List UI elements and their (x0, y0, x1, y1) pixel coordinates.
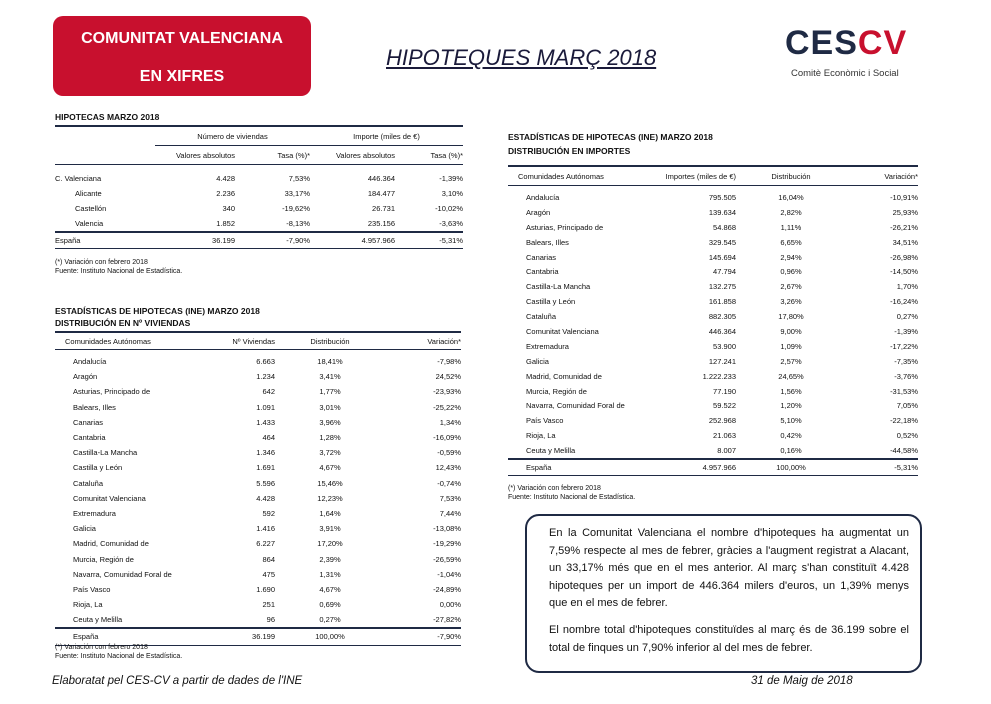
col-header: Tasa (%)* (235, 146, 310, 165)
cell: 0,27% (319, 615, 341, 625)
table-row (508, 324, 918, 339)
table-row (55, 445, 461, 460)
cell: 1.691 (256, 463, 275, 473)
table-row (508, 250, 918, 265)
table1-note (55, 258, 182, 276)
table-row (55, 232, 463, 249)
cell: 0,42% (780, 431, 802, 441)
table-row (508, 235, 918, 250)
table-row (55, 476, 461, 491)
table-row (55, 415, 461, 430)
table-row (508, 294, 918, 309)
summary-paragraph-1: En la Comunitat Valenciana el nombre d'hipoteques ha augmentat un 7,59% respecte al mes de febrer, gràcies a l'augment registrat a Alacant, un 33,17% més que en el mes anterior. Al març s'han constituït 4.428 hipoteques per un import de 446.364 milers d'euros, un 1,39% menys que en el mes de febrer. (549, 527, 909, 609)
cell: 184.477 (367, 189, 395, 198)
table3-title (508, 130, 713, 158)
table-row (508, 190, 918, 205)
cell: -10,02% (435, 204, 463, 213)
cell: 7,53% (288, 174, 310, 183)
cell: 161.858 (708, 297, 736, 307)
cell-name: Asturias, Principado de (526, 222, 604, 232)
table-row (55, 567, 461, 582)
table-row (508, 309, 918, 324)
cell: -10,91% (890, 192, 918, 202)
cell: 1,09% (780, 341, 802, 351)
cell-name: Galicia (526, 356, 549, 366)
cell-name: España (55, 232, 155, 249)
cell: -19,29% (433, 539, 461, 549)
table-row (55, 521, 461, 536)
table-row (55, 536, 461, 551)
table-row (508, 205, 918, 220)
cell-name: Aragón (73, 372, 98, 382)
source-note: Fuente: Instituto Nacional de Estadística. (508, 494, 636, 501)
table-row (508, 398, 918, 413)
table2-title-2: DISTRIBUCIÓN EN Nº VIVIENDAS (55, 318, 191, 328)
col-header: Valores absolutos (155, 146, 235, 165)
cell: 446.364 (708, 326, 736, 336)
cell: -25,22% (433, 402, 461, 412)
cell: -1,39% (894, 326, 918, 336)
cell-name: Castilla y León (526, 297, 576, 307)
cell: 4.957.966 (310, 232, 395, 249)
cell: -5,31% (395, 232, 463, 249)
cell: 17,20% (317, 539, 343, 549)
cell: 864 (262, 554, 275, 564)
cell: 1.852 (216, 219, 235, 228)
table-row (55, 354, 461, 369)
table-row (508, 279, 918, 294)
cell-name: Extremadura (526, 341, 569, 351)
cell: 5,10% (780, 416, 802, 426)
cell-name: Castilla-La Mancha (526, 282, 591, 292)
cell: 1,11% (780, 222, 802, 232)
cell: 12,43% (435, 463, 461, 473)
cell-name: Cantabria (526, 267, 559, 277)
cell: 2,94% (780, 252, 802, 262)
col-header: Tasa (%)* (395, 146, 463, 165)
cell-name: C. Valenciana (55, 174, 102, 183)
table2-title (55, 305, 260, 329)
cell: 0,52% (896, 431, 918, 441)
cell: 7,53% (439, 493, 461, 503)
cell-name: Valencia (75, 219, 104, 228)
cell: 4,67% (319, 584, 341, 594)
table-row (55, 369, 461, 384)
cell: -16,24% (890, 297, 918, 307)
region-banner (53, 16, 311, 96)
cell: 4.957.966 (648, 459, 736, 475)
table3-title-2: DISTRIBUCIÓN EN IMPORTES (508, 146, 631, 156)
cell-name: País Vasco (73, 584, 111, 594)
col-header: Nº Viviendas (195, 332, 275, 350)
cell: 3,26% (780, 297, 802, 307)
cell: 1,28% (319, 433, 341, 443)
cell: 3,91% (319, 524, 341, 534)
cell: -14,50% (890, 267, 918, 277)
cell: 3,41% (319, 372, 341, 382)
cell: 8.007 (717, 446, 736, 456)
cell: 2,39% (319, 554, 341, 564)
cell: 145.694 (708, 252, 736, 262)
cell-name: Extremadura (73, 508, 116, 518)
cell: 0,96% (780, 267, 802, 277)
cell: -44,58% (890, 446, 918, 456)
cell: 59.522 (713, 401, 736, 411)
cell: 36.199 (195, 628, 275, 645)
table-row (55, 506, 461, 521)
cell: 0,00% (439, 600, 461, 610)
cell-name: Murcia, Región de (73, 554, 134, 564)
cell: 1,34% (439, 417, 461, 427)
col-header: Distribución (736, 166, 846, 186)
cell: 252.968 (708, 416, 736, 426)
cell: 795.505 (708, 192, 736, 202)
cell: 6.227 (256, 539, 275, 549)
cell: -16,09% (433, 433, 461, 443)
table-row (55, 384, 461, 399)
cell: 882.305 (708, 312, 736, 322)
cell: 3,72% (319, 448, 341, 458)
table1-title: HIPOTECAS MARZO 2018 (55, 112, 160, 122)
cell-name: Canarias (73, 417, 104, 427)
hipotecas-table (55, 125, 463, 249)
cell: 0,27% (896, 312, 918, 322)
table3-title-1: ESTADÍSTICAS DE HIPOTECAS (INE) MARZO 2018 (508, 132, 713, 142)
cell-name: Ceuta y Melilla (526, 446, 576, 456)
cell: 25,93% (892, 207, 918, 217)
ces-cv-logo (785, 24, 935, 84)
banner-line-2: EN XIFRES (139, 68, 225, 85)
table-row (55, 597, 461, 612)
table-row (55, 551, 461, 566)
cell: -3,63% (439, 219, 463, 228)
viviendas-table (55, 331, 461, 646)
table-row (508, 443, 918, 459)
cell-name: Castilla y León (73, 463, 123, 473)
cell-name: Ceuta y Melilla (73, 615, 123, 625)
table-row (55, 491, 461, 506)
cell: 24,52% (435, 372, 461, 382)
cell-name: Aragón (526, 207, 551, 217)
cell: 6,65% (780, 237, 802, 247)
cell-name: Galicia (73, 524, 96, 534)
cell-name: Canarias (526, 252, 557, 262)
cell: -27,82% (433, 615, 461, 625)
table-row (55, 201, 463, 216)
cell: 4.428 (216, 174, 235, 183)
table-row (508, 264, 918, 279)
cell: 464 (262, 433, 275, 443)
cell: 6.663 (256, 357, 275, 367)
cell-name: Rioja, La (526, 431, 556, 441)
table-row (508, 428, 918, 443)
importes-table (508, 165, 918, 476)
cell: 34,51% (892, 237, 918, 247)
cell: 1,77% (319, 387, 341, 397)
cell: 2,82% (780, 207, 802, 217)
cell: 340 (222, 204, 235, 213)
table-row (508, 220, 918, 235)
col-header: Distribución (275, 332, 385, 350)
cell: 2.236 (216, 189, 235, 198)
cell-name: Andalucía (73, 357, 107, 367)
variation-note: (*) Variación con febrero 2018 (55, 259, 148, 266)
cell-name: Comunitat Valenciana (526, 326, 599, 336)
cell: 1,56% (780, 386, 802, 396)
cell: 592 (262, 508, 275, 518)
cell: 77.190 (713, 386, 736, 396)
table-row (508, 354, 918, 369)
col-header: Comunidades Autónomas (55, 332, 195, 350)
cell: 1,64% (319, 508, 341, 518)
cell: 3,96% (319, 417, 341, 427)
cell: 475 (262, 569, 275, 579)
cell-name: Asturias, Principado de (73, 387, 151, 397)
cell-name: Cataluña (73, 478, 104, 488)
cell: 4.428 (256, 493, 275, 503)
cell: -7,90% (385, 628, 461, 645)
cell: -0,74% (437, 478, 461, 488)
cell: 47.794 (713, 267, 736, 277)
cell-name: Balears, Illes (526, 237, 569, 247)
cell-name: Andalucía (526, 192, 560, 202)
cell: 235.156 (367, 219, 395, 228)
summary-box (525, 514, 922, 673)
cell: -22,18% (890, 416, 918, 426)
cell: 26.731 (372, 204, 395, 213)
cell-name: Navarra, Comunidad Foral de (526, 401, 625, 411)
page-title: HIPOTEQUES MARÇ 2018 (386, 45, 657, 70)
cell: -13,08% (433, 524, 461, 534)
variation-note: (*) Variación con febrero 2018 (508, 485, 601, 492)
table-row (55, 400, 461, 415)
cell-name: País Vasco (526, 416, 564, 426)
source-note: Fuente: Instituto Nacional de Estadística. (55, 653, 183, 660)
table-row (508, 413, 918, 428)
cell: 329.545 (708, 237, 736, 247)
cell: 132.275 (708, 282, 736, 292)
table-row (55, 612, 461, 628)
group-viviendas: Número de viviendas (155, 126, 310, 146)
cell: 24,65% (778, 371, 804, 381)
cell-name: Murcia, Región de (526, 386, 587, 396)
cell: -17,22% (890, 341, 918, 351)
cell: 3,10% (441, 189, 463, 198)
cell-name: Madrid, Comunidad de (526, 371, 602, 381)
footer-source: Elaboratat pel CES-CV a partir de dades de l'INE (52, 675, 303, 687)
cell: 12,23% (317, 493, 343, 503)
table2-note (55, 643, 182, 661)
cell: -8,13% (286, 219, 310, 228)
banner-line-1: COMUNITAT VALENCIANA (81, 30, 283, 47)
cell: 100,00% (275, 628, 385, 645)
cell: -7,90% (235, 232, 310, 249)
cell: 139.634 (708, 207, 736, 217)
cell: -23,93% (433, 387, 461, 397)
col-header: Comunidades Autónomas (508, 166, 648, 186)
cell-name: España (55, 628, 195, 645)
table-row (55, 460, 461, 475)
cell-name: Alicante (75, 189, 102, 198)
cell: -7,35% (894, 356, 918, 366)
table-row (55, 186, 463, 201)
cell-name: Comunitat Valenciana (73, 493, 146, 503)
group-importe: Importe (miles de €) (310, 126, 463, 146)
cell: 0,16% (780, 446, 802, 456)
logo-cv: CV (857, 24, 908, 62)
cell: 36.199 (155, 232, 235, 249)
cell: 1,31% (319, 569, 341, 579)
cell: 1.433 (256, 417, 275, 427)
cell-name: Cantabria (73, 433, 106, 443)
logo-ces: CES (785, 24, 858, 62)
col-header: Importes (miles de €) (648, 166, 736, 186)
cell-name: Balears, Illes (73, 402, 116, 412)
cell: 17,80% (778, 312, 804, 322)
table2-title-1: ESTADÍSTICAS DE HIPOTECAS (INE) MARZO 2018 (55, 306, 260, 316)
col-header: Variación* (846, 166, 918, 186)
cell: -3,76% (894, 371, 918, 381)
cell-name: Cataluña (526, 312, 557, 322)
table-row (508, 339, 918, 354)
cell: -31,53% (890, 386, 918, 396)
cell-name: Castilla-La Mancha (73, 448, 138, 458)
table-row (55, 216, 463, 232)
cell: 1.690 (256, 584, 275, 594)
table-row (55, 582, 461, 597)
cell: -26,98% (890, 252, 918, 262)
cell: 16,04% (778, 192, 804, 202)
cell: 1.346 (256, 448, 275, 458)
cell: 1,20% (780, 401, 802, 411)
cell: 53.900 (713, 341, 736, 351)
footer-date: 31 de Maig de 2018 (751, 675, 853, 687)
cell: 7,05% (896, 401, 918, 411)
table-row (508, 384, 918, 399)
cell: 5.596 (256, 478, 275, 488)
cell: 4,67% (319, 463, 341, 473)
cell: 2,67% (780, 282, 802, 292)
cell-name: Madrid, Comunidad de (73, 539, 149, 549)
cell-name: Navarra, Comunidad Foral de (73, 569, 172, 579)
cell: -1,04% (437, 569, 461, 579)
cell: -0,59% (437, 448, 461, 458)
cell: 33,17% (284, 189, 310, 198)
cell: 21.063 (713, 431, 736, 441)
cell: -24,89% (433, 584, 461, 594)
cell: 54.868 (713, 222, 736, 232)
cell: -1,39% (439, 174, 463, 183)
cell: -26,59% (433, 554, 461, 564)
table-row (55, 171, 463, 186)
cell: 7,44% (439, 508, 461, 518)
cell: -7,98% (437, 357, 461, 367)
table-row (508, 369, 918, 384)
cell: 642 (262, 387, 275, 397)
table3-note (508, 484, 635, 502)
cell: -26,21% (890, 222, 918, 232)
cell: 251 (262, 600, 275, 610)
summary-paragraph-2: El nombre total d'hipoteques constituïdes al març és de 36.199 sobre el total de finques un 7,90% inferior al del mes de febrer. (549, 624, 909, 654)
cell: 15,46% (317, 478, 343, 488)
cell: 1.091 (256, 402, 275, 412)
cell: 1,70% (896, 282, 918, 292)
col-header: Variación* (385, 332, 461, 350)
cell: 446.364 (367, 174, 395, 183)
cell: -19,62% (282, 204, 310, 213)
cell: 18,41% (317, 357, 343, 367)
cell-name: Rioja, La (73, 600, 103, 610)
cell: 1.416 (256, 524, 275, 534)
cell-name: España (508, 459, 648, 475)
cell-name: Castellón (75, 204, 107, 213)
cell: 100,00% (736, 459, 846, 475)
logo-subtitle: Comitè Econòmic i Social (791, 68, 899, 79)
cell: 127.241 (708, 356, 736, 366)
cell: 9,00% (780, 326, 802, 336)
variation-note: (*) Variación con febrero 2018 (55, 644, 148, 651)
cell: 3,01% (319, 402, 341, 412)
cell: 0,69% (319, 600, 341, 610)
cell: 1.222.233 (702, 371, 736, 381)
cell: 2,57% (780, 356, 802, 366)
table-row (55, 430, 461, 445)
cell: -5,31% (846, 459, 918, 475)
cell: 96 (266, 615, 275, 625)
table-row (508, 459, 918, 475)
cell: 1.234 (256, 372, 275, 382)
col-header: Valores absolutos (310, 146, 395, 165)
source-note: Fuente: Instituto Nacional de Estadística. (55, 268, 183, 275)
